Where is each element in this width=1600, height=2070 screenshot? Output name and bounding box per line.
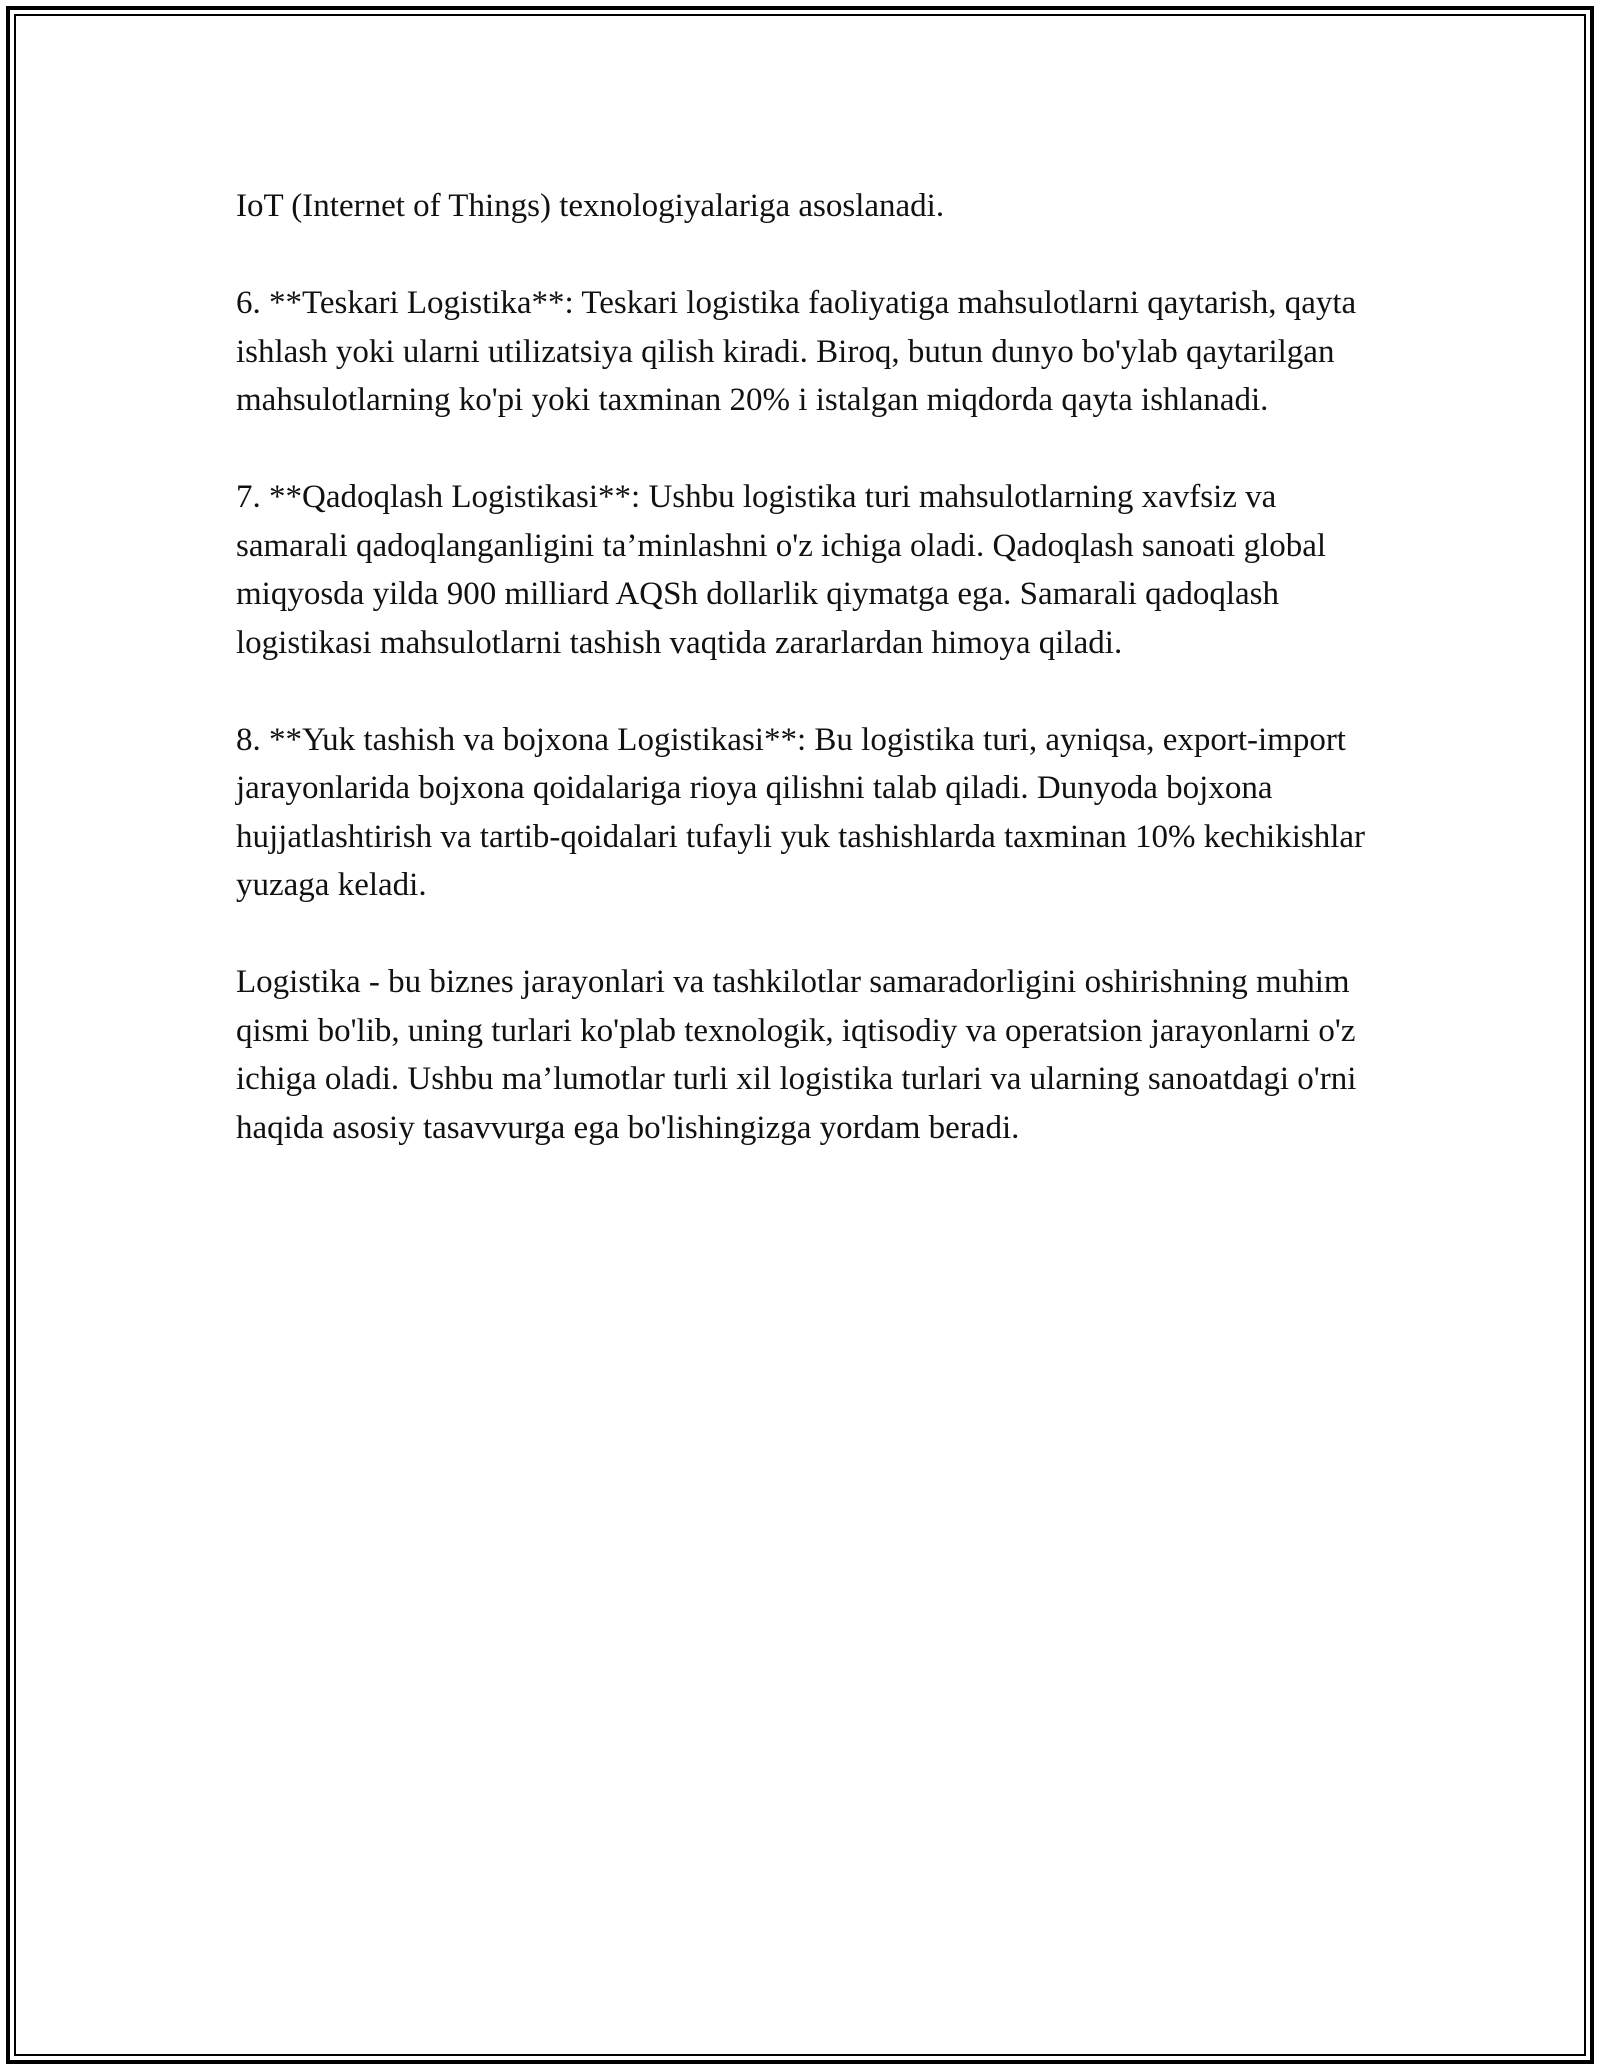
document-body	[236, 182, 1376, 1201]
paragraph-iot-intro: IoT (Internet of Things) texnologiyalariga asoslanadi.	[236, 188, 945, 224]
paragraph-reverse-logistics: 6. **Teskari Logistika**: Teskari logistika faoliyatiga mahsulotlarni qaytarish, qayta ishlash yoki ularni utilizatsiya qilish kiradi. Biroq, butun dunyo bo'ylab qaytarilgan mahsulotlarning ko'pi yoki taxminan 20% i istalgan miqdorda qayta ishlanadi.	[236, 285, 1357, 418]
paragraph-packaging-logistics: 7. **Qadoqlash Logistikasi**: Ushbu logistika turi mahsulotlarning xavfsiz va samarali qadoqlanganligini ta’minlashni o'z ichiga oladi. Qadoqlash sanoati global miqyosda yilda 900 milliard AQSh dollarlik qiymatga ega. Samarali qadoqlash logistikasi mahsulotlarni tashish vaqtida zararlardan himoya qiladi.	[236, 479, 1327, 661]
paragraph-conclusion: Logistika - bu biznes jarayonlari va tashkilotlar samaradorligini oshirishning muhim qismi bo'lib, uning turlari ko'plab texnologik, iqtisodiy va operatsion jarayonlarni o'z ichiga oladi. Ushbu ma’lumotlar turli xil logistika turlari va ularning sanoatdagi o'rni haqida asosiy tasavvurga ega bo'lishingizga yordam beradi.	[236, 964, 1357, 1146]
paragraph-freight-customs-logistics: 8. **Yuk tashish va bojxona Logistikasi**: Bu logistika turi, ayniqsa, export-import jarayonlarida bojxona qoidalariga rioya qilishni talab qiladi. Dunyoda bojxona hujjatlashtirish va tartib-qoidalari tufayli yuk tashishlarda taxminan 10% kechikishlar yuzaga keladi.	[236, 721, 1366, 903]
